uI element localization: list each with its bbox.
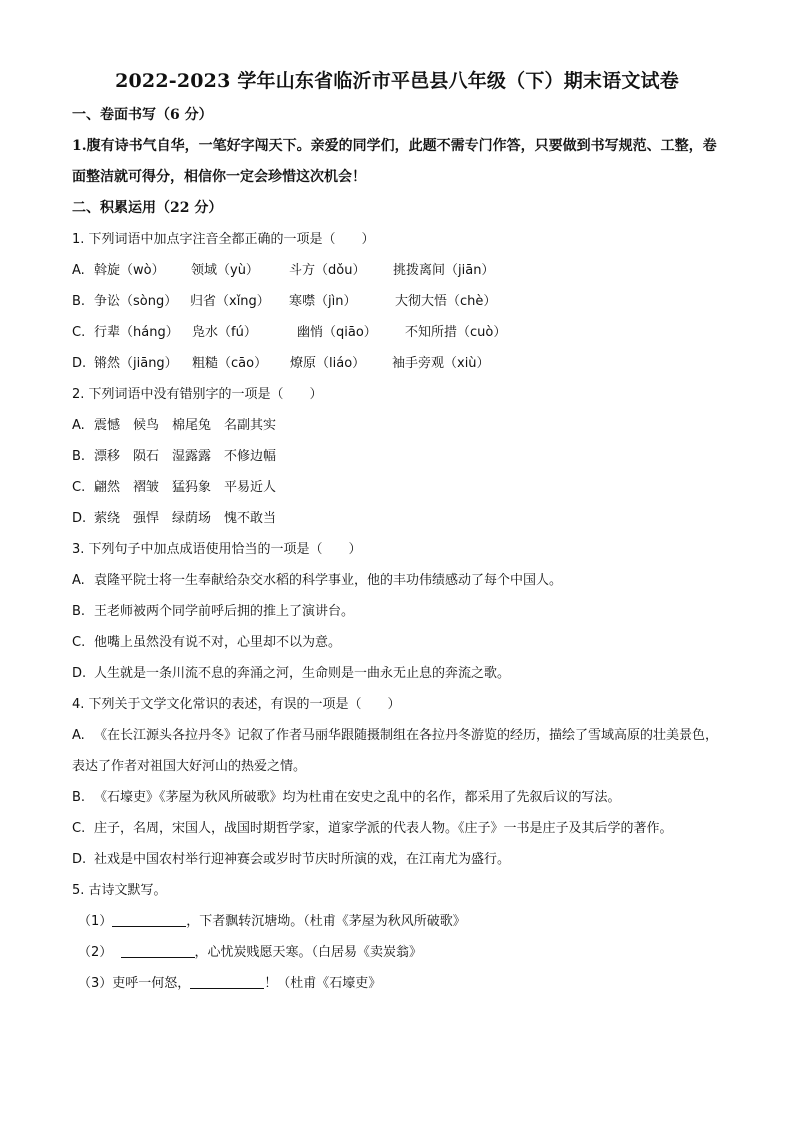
option-text: 萦绕 强悍 绿荫场 愧不敢当 — [94, 511, 277, 526]
question-4-option-b — [72, 782, 722, 813]
exam-title: 2022-2023 学年山东省临沂市平邑县八年级（下）期末语文试卷 — [115, 70, 679, 92]
question-2-option-d — [72, 503, 722, 534]
recitation-number: （2） — [78, 945, 113, 960]
option-label: D. — [72, 666, 87, 681]
recitation-text: ，下者飘转沉塘坳。（杜甫《茅屋为秋风所破歌》 — [186, 914, 466, 929]
option-label: A. — [72, 728, 85, 743]
section-heading-accumulation: 二、积累运用（22 分） — [72, 200, 223, 216]
option-text: 震憾 候鸟 棉尾兔 名副其实 — [94, 418, 277, 433]
option-text: 王老师被两个同学前呼后拥的推上了演讲台。 — [94, 604, 355, 619]
question-2-option-a — [72, 410, 722, 441]
option-word: 幽悄（qiāo） — [297, 325, 377, 340]
option-label: B. — [72, 449, 86, 464]
option-word: 行辈（háng） — [94, 325, 179, 340]
question-3-option-c — [72, 627, 722, 658]
option-word: 袖手旁观（xiù） — [392, 356, 490, 371]
option-text: 《石壕吏》《茅屋为秋风所破歌》均为杜甫在安史之乱中的名作，都采用了先叙后议的写法。 — [94, 790, 621, 805]
option-label: D. — [72, 511, 87, 526]
option-word: 归省（xǐng） — [190, 294, 270, 309]
question-2-option-c — [72, 472, 722, 503]
option-label: B. — [72, 604, 86, 619]
option-label: A. — [72, 263, 85, 278]
option-label: A. — [72, 418, 85, 433]
option-text: 漂移 陨石 湿露露 不修边幅 — [94, 449, 277, 464]
answer-blank[interactable] — [121, 943, 195, 958]
question-4-stem: 4. 下列关于文学文化常识的表述，有误的一项是（ ） — [72, 697, 401, 712]
option-label: B. — [72, 294, 86, 309]
option-word: 大彻大悟（chè） — [395, 294, 497, 309]
option-label: A. — [72, 573, 85, 588]
option-text: 《在长江源头各拉丹冬》记叙了作者马丽华跟随摄制组在各拉丹冬游览的经历，描绘了雪域高原的壮美景色，表达了作者对祖国大好河山的热爱之情。 — [72, 728, 719, 774]
option-text: 袁隆平院士将一生奉献给杂交水稻的科学事业，他的丰功伟绩感动了每个中国人。 — [94, 573, 563, 588]
option-word: 斗方（dǒu） — [289, 263, 366, 278]
recitation-text-before: 吏呼一何怒， — [112, 976, 191, 991]
question-1-option-a — [72, 255, 722, 286]
option-word: 寒噤（jìn） — [289, 294, 357, 309]
option-word: 不知所措（cuò） — [405, 325, 507, 340]
option-word: 锵然（jiāng） — [94, 356, 178, 371]
option-text: 庄子，名周，宋国人，战国时期哲学家，道家学派的代表人物。《庄子》一书是庄子及其后学的著作。 — [94, 821, 673, 836]
recitation-text: ！（杜甫《石壕吏》 — [264, 976, 382, 991]
question-1-stem: 1. 下列词语中加点字注音全都正确的一项是（ ） — [72, 232, 375, 247]
question-3-option-a — [72, 565, 722, 596]
option-label: C. — [72, 325, 86, 340]
option-text: 翩然 褶皱 猛犸象 平易近人 — [94, 480, 277, 495]
question-2-option-b — [72, 441, 722, 472]
question-3-option-d — [72, 658, 722, 689]
recitation-line-1 — [72, 906, 722, 937]
question-1-option-d — [72, 348, 722, 379]
handwriting-instruction: 1.腹有诗书气自华，一笔好字闯天下。亲爱的同学们，此题不需专门作答，只要做到书写规范、工整，卷面整洁就可得分，相信你一定会珍惜这次机会！ — [72, 138, 717, 185]
question-3-stem: 3. 下列句子中加点成语使用恰当的一项是（ ） — [72, 542, 362, 557]
recitation-number: （1） — [78, 914, 113, 929]
option-word: 凫水（fú） — [192, 325, 257, 340]
question-1-option-c — [72, 317, 722, 348]
option-word: 挑拨离间（jiān） — [393, 263, 495, 278]
question-4-option-d — [72, 844, 722, 875]
option-text: 社戏是中国农村举行迎神赛会或岁时节庆时所演的戏，在江南尤为盛行。 — [94, 852, 511, 867]
recitation-text: ，心忧炭贱愿天寒。（白居易《卖炭翁》 — [194, 945, 423, 960]
option-word: 粗糙（cāo） — [192, 356, 268, 371]
recitation-number: （3） — [78, 976, 113, 991]
answer-blank[interactable] — [190, 974, 264, 989]
question-5-stem: 5. 古诗文默写。 — [72, 883, 167, 898]
option-text: 他嘴上虽然没有说不对，心里却不以为意。 — [94, 635, 342, 650]
recitation-line-2 — [72, 937, 722, 968]
option-label: C. — [72, 821, 86, 836]
recitation-line-3 — [72, 968, 722, 999]
question-4-option-a — [72, 720, 722, 782]
section-heading-handwriting: 一、卷面书写（6 分） — [72, 107, 213, 123]
option-text: 人生就是一条川流不息的奔涌之河，生命则是一曲永无止息的奔流之歌。 — [94, 666, 511, 681]
question-1-option-b — [72, 286, 722, 317]
option-label: D. — [72, 356, 87, 371]
exam-page — [72, 66, 722, 999]
option-label: B. — [72, 790, 86, 805]
option-word: 领域（yù） — [191, 263, 259, 278]
question-2-stem: 2. 下列词语中没有错别字的一项是（ ） — [72, 387, 323, 402]
option-word: 争讼（sòng） — [94, 294, 178, 309]
question-4-option-c — [72, 813, 722, 844]
option-word: 斡旋（wò） — [94, 263, 165, 278]
answer-blank[interactable] — [112, 912, 186, 927]
question-3-option-b — [72, 596, 722, 627]
option-word: 燎原（liáo） — [290, 356, 366, 371]
option-label: C. — [72, 635, 86, 650]
option-label: D. — [72, 852, 87, 867]
option-label: C. — [72, 480, 86, 495]
